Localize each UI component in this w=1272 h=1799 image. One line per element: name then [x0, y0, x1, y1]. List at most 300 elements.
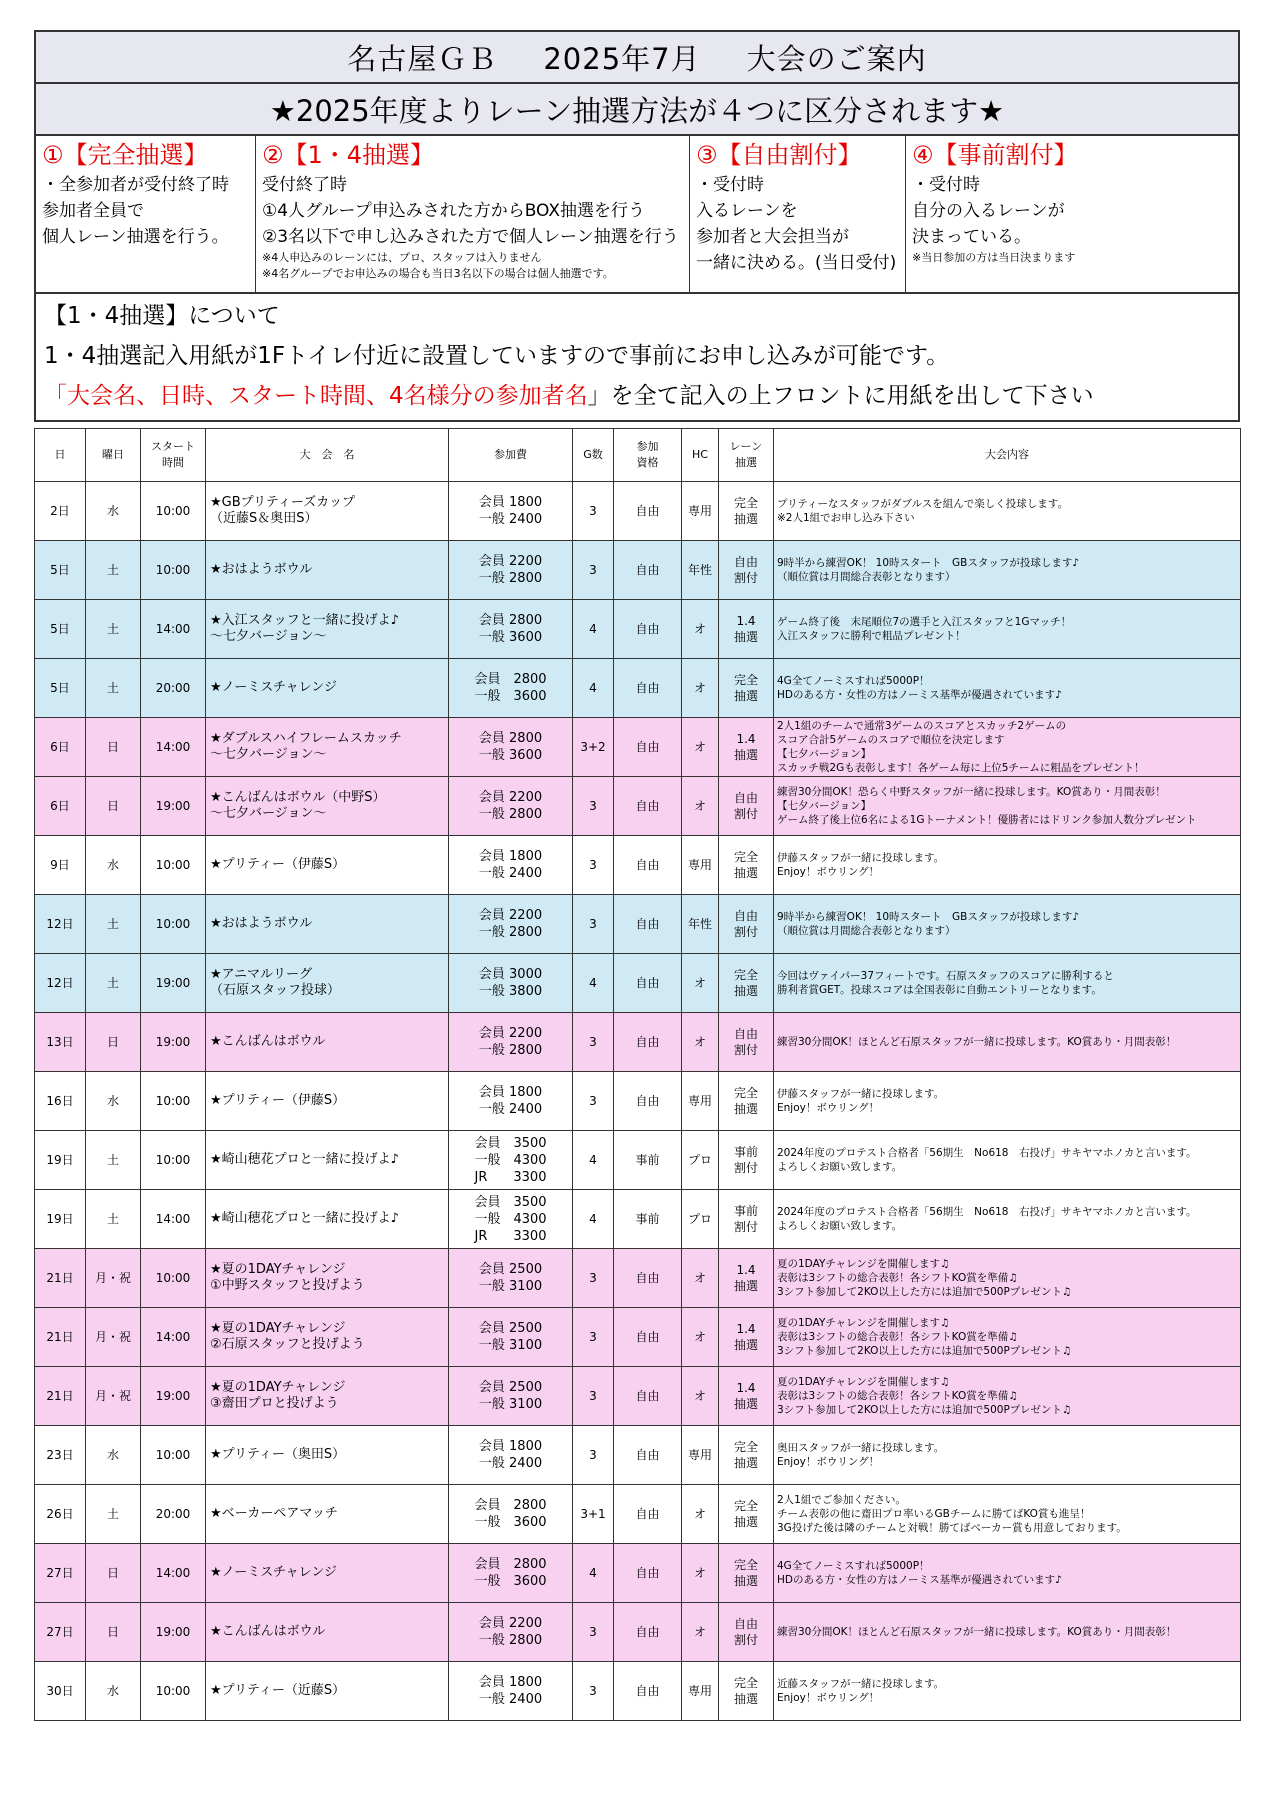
- cell-lane-draw: [719, 482, 774, 541]
- cell-hc: オ: [682, 659, 719, 718]
- content-line: 表彰は3シフトの総合表彰！各シフトKO賞を準備♫: [777, 1272, 1018, 1284]
- cell-event-name: [206, 600, 449, 659]
- lane-draw-line: 完全: [733, 1499, 758, 1513]
- content-line: よろしくお願い致します。: [777, 1220, 903, 1232]
- cell-lane-draw: [719, 718, 774, 777]
- cell-content: [774, 1308, 1241, 1367]
- fee-line: 一般 2400: [478, 866, 543, 881]
- cell-day: 19日: [35, 1190, 86, 1249]
- about-heading: 【1・4抽選】について: [44, 303, 280, 329]
- cell-hc: オ: [682, 1485, 719, 1544]
- cell-start-time: 10:00: [141, 482, 206, 541]
- lane-draw-line: 抽選: [733, 512, 758, 526]
- fee-line: 会員 1800: [478, 1675, 543, 1690]
- fee-line: 一般 2800: [478, 1043, 543, 1058]
- content-line: 4G全てノーミスすれば5000P！: [777, 1560, 930, 1572]
- content-line: 2人1組でご参加ください。: [777, 1494, 906, 1506]
- cell-qualification: 自由: [614, 1485, 682, 1544]
- cell-event-name: [206, 777, 449, 836]
- cell-hc: 専用: [682, 1072, 719, 1131]
- fee-line: 会員 2800: [474, 1498, 547, 1513]
- cell-hc: オ: [682, 600, 719, 659]
- method-note: ※4人申込みのレーンには、プロ、スタッフは入りません: [262, 251, 542, 264]
- cell-weekday: 日: [86, 718, 141, 777]
- cell-lane-draw: [719, 836, 774, 895]
- method-title: ④【事前割付】: [912, 141, 1078, 169]
- cell-qualification: 自由: [614, 659, 682, 718]
- col-fee: 参加費: [449, 429, 573, 482]
- lane-draw-line: 抽選: [733, 748, 758, 762]
- event-name-line: ★ノーミスチャレンジ: [210, 1565, 337, 1580]
- cell-start-time: 10:00: [141, 895, 206, 954]
- about-required-fields: 「大会名、日時、スタート時間、4名様分の参加者名: [44, 383, 588, 409]
- cell-event-name: [206, 1485, 449, 1544]
- table-row: [35, 1190, 1241, 1249]
- method-full-draw: [36, 136, 256, 292]
- fee-line: 一般 4300: [474, 1152, 547, 1168]
- lane-draw-line: 割付: [733, 925, 758, 939]
- lane-draw-line: 自由: [733, 791, 758, 805]
- cell-weekday: 土: [86, 600, 141, 659]
- col-start-time: スタート 時間: [141, 429, 206, 482]
- content-line: 伊藤スタッフが一緒に投球します。: [777, 852, 945, 864]
- table-row: [35, 1485, 1241, 1544]
- cell-weekday: 日: [86, 1603, 141, 1662]
- content-line: 練習30分間OK！恐らく中野スタッフが一緒に投球します。KO賞あり・月間表彰！: [777, 786, 1166, 798]
- cell-weekday: 月・祝: [86, 1249, 141, 1308]
- cell-weekday: 水: [86, 1072, 141, 1131]
- cell-event-name: [206, 1603, 449, 1662]
- content-line: スカッチ戦2Gも表彰します！各ゲーム毎に上位5チームに粗品をプレゼント！: [777, 762, 1145, 774]
- lane-draw-line: 自由: [733, 555, 758, 569]
- table-row: [35, 1013, 1241, 1072]
- lane-draw-line: 1.4: [736, 1322, 756, 1336]
- cell-weekday: 土: [86, 1485, 141, 1544]
- cell-event-name: [206, 895, 449, 954]
- col-hc: HC: [682, 429, 719, 482]
- title-month: 2025年7月: [543, 41, 701, 76]
- cell-fee: [449, 1485, 573, 1544]
- cell-start-time: 14:00: [141, 718, 206, 777]
- cell-qualification: 自由: [614, 895, 682, 954]
- cell-day: 21日: [35, 1249, 86, 1308]
- cell-weekday: 水: [86, 1426, 141, 1485]
- cell-start-time: 19:00: [141, 1603, 206, 1662]
- method-line: 受付終了時: [262, 175, 347, 195]
- cell-weekday: 土: [86, 954, 141, 1013]
- fee-line: 会員 2200: [478, 554, 543, 569]
- cell-start-time: 14:00: [141, 1190, 206, 1249]
- cell-weekday: 土: [86, 895, 141, 954]
- schedule-table: [34, 428, 1241, 1721]
- cell-lane-draw: [719, 1485, 774, 1544]
- cell-content: [774, 954, 1241, 1013]
- cell-games: 3: [573, 541, 614, 600]
- cell-lane-draw: [719, 541, 774, 600]
- cell-lane-draw: [719, 777, 774, 836]
- cell-content: [774, 1426, 1241, 1485]
- event-name-line: ★ダブルスハイフレームスカッチ: [210, 731, 402, 746]
- lane-draw-line: 割付: [733, 1220, 758, 1234]
- cell-fee: [449, 1662, 573, 1721]
- method-line: 個人レーン抽選を行う。: [42, 227, 229, 247]
- cell-day: 6日: [35, 718, 86, 777]
- event-name-line: ②石原スタッフと投げよう: [210, 1337, 365, 1352]
- event-name-line: ③齋田プロと投げよう: [210, 1396, 339, 1411]
- content-line: 伊藤スタッフが一緒に投球します。: [777, 1088, 945, 1100]
- cell-hc: オ: [682, 1013, 719, 1072]
- event-name-line: ★おはようボウル: [210, 916, 313, 931]
- cell-day: 23日: [35, 1426, 86, 1485]
- cell-day: 21日: [35, 1367, 86, 1426]
- lane-draw-line: 割付: [733, 1633, 758, 1647]
- event-name-line: ★こんばんはボウル: [210, 1034, 326, 1049]
- col-content: 大会内容: [774, 429, 1241, 482]
- cell-start-time: 19:00: [141, 777, 206, 836]
- lane-draw-line: 自由: [733, 1617, 758, 1631]
- cell-hc: 専用: [682, 1662, 719, 1721]
- cell-lane-draw: [719, 1603, 774, 1662]
- event-name-line: ★崎山穂花プロと一緒に投げよ♪: [210, 1152, 399, 1167]
- event-name-line: ★プリティー（伊藤S）: [210, 857, 346, 872]
- cell-fee: [449, 482, 573, 541]
- content-line: 近藤スタッフが一緒に投球します。: [777, 1678, 945, 1690]
- lane-draw-line: 完全: [733, 1558, 758, 1572]
- cell-games: 4: [573, 1131, 614, 1190]
- event-name-line: ★夏の1DAYチャレンジ: [210, 1321, 346, 1336]
- cell-content: [774, 1485, 1241, 1544]
- cell-hc: プロ: [682, 1131, 719, 1190]
- table-row: [35, 1367, 1241, 1426]
- cell-lane-draw: [719, 1544, 774, 1603]
- content-line: 9時半から練習OK！ 10時スタート GBスタッフが投球します♪: [777, 911, 1080, 923]
- cell-event-name: [206, 1426, 449, 1485]
- cell-content: [774, 1249, 1241, 1308]
- cell-weekday: 日: [86, 1013, 141, 1072]
- cell-games: 3: [573, 1426, 614, 1485]
- method-line: 参加者と大会担当が: [696, 227, 849, 247]
- cell-hc: オ: [682, 1308, 719, 1367]
- cell-start-time: 14:00: [141, 1544, 206, 1603]
- content-line: 表彰は3シフトの総合表彰！各シフトKO賞を準備♫: [777, 1390, 1018, 1402]
- cell-weekday: 日: [86, 777, 141, 836]
- content-line: 3G投げた後は隣のチームと対戦！勝てばベーカー賞も用意しております。: [777, 1522, 1127, 1534]
- event-name-line: ★おはようボウル: [210, 562, 313, 577]
- cell-content: [774, 836, 1241, 895]
- cell-lane-draw: [719, 1249, 774, 1308]
- fee-line: 一般 2800: [478, 925, 543, 940]
- cell-fee: [449, 718, 573, 777]
- cell-start-time: 10:00: [141, 1662, 206, 1721]
- cell-fee: [449, 1072, 573, 1131]
- content-line: 2024年度のプロテスト合格者「56期生 No618 右投げ」サキヤマホノカと言います。: [777, 1206, 1197, 1218]
- cell-hc: 年性: [682, 541, 719, 600]
- cell-lane-draw: [719, 895, 774, 954]
- fee-line: 一般 3600: [474, 1574, 547, 1589]
- cell-fee: [449, 895, 573, 954]
- content-line: 奥田スタッフが一緒に投球します。: [777, 1442, 945, 1454]
- lane-draw-line: 抽選: [733, 866, 758, 880]
- cell-games: 4: [573, 659, 614, 718]
- cell-weekday: 土: [86, 1131, 141, 1190]
- cell-lane-draw: [719, 1662, 774, 1721]
- method-free-assign: [690, 136, 906, 292]
- event-name-line: ～七夕バージョン～: [210, 747, 327, 762]
- event-name-line: ★アニマルリーグ: [210, 967, 313, 982]
- fee-line: 一般 2400: [478, 1456, 543, 1471]
- col-weekday: 曜日: [86, 429, 141, 482]
- method-note: ※4名グループでお申込みの場合も当日3名以下の場合は個人抽選です。: [262, 267, 614, 280]
- cell-weekday: 土: [86, 541, 141, 600]
- lane-draw-methods: [34, 136, 1240, 294]
- cell-hc: 専用: [682, 482, 719, 541]
- table-row: [35, 600, 1241, 659]
- content-line: Enjoy！ボウリング！: [777, 1102, 880, 1114]
- content-line: 表彰は3シフトの総合表彰！各シフトKO賞を準備♫: [777, 1331, 1018, 1343]
- fee-line: JR 3300: [474, 1228, 547, 1244]
- event-name-line: ★こんばんはボウル（中野S）: [210, 790, 386, 805]
- method-note: ※当日参加の方は当日決まります: [912, 251, 1076, 264]
- cell-content: [774, 1072, 1241, 1131]
- cell-hc: オ: [682, 777, 719, 836]
- table-row: [35, 954, 1241, 1013]
- cell-fee: [449, 1367, 573, 1426]
- method-title: ③【自由割付】: [696, 141, 862, 169]
- cell-weekday: 水: [86, 1662, 141, 1721]
- cell-day: 19日: [35, 1131, 86, 1190]
- fee-line: 一般 2800: [478, 571, 543, 586]
- fee-line: 一般 2400: [478, 512, 543, 527]
- lane-draw-line: 抽選: [733, 1102, 758, 1116]
- col-event-name: 大 会 名: [206, 429, 449, 482]
- table-row: [35, 1131, 1241, 1190]
- content-line: （順位賞は月間総合表彰となります）: [777, 571, 956, 583]
- content-line: HDのある方・女性の方はノーミス基準が優遇されています♪: [777, 689, 1062, 701]
- content-line: 3シフト参加して2KO以上した方には追加で500Pプレゼント♫: [777, 1286, 1072, 1298]
- event-name-line: ★夏の1DAYチャレンジ: [210, 1380, 346, 1395]
- table-row: [35, 1544, 1241, 1603]
- table-row: [35, 659, 1241, 718]
- content-line: 今回はヴァイパー37フィートです。石原スタッフのスコアに勝利すると: [777, 970, 1114, 982]
- fee-line: 会員 1800: [478, 1439, 543, 1454]
- cell-fee: [449, 600, 573, 659]
- cell-qualification: 自由: [614, 954, 682, 1013]
- lane-draw-line: 完全: [733, 850, 758, 864]
- cell-qualification: 自由: [614, 1544, 682, 1603]
- subtitle-banner: ★2025年度よりレーン抽選方法が４つに区分されます★: [34, 84, 1240, 136]
- lane-draw-line: 完全: [733, 1676, 758, 1690]
- fee-line: 会員 2800: [478, 731, 543, 746]
- fee-line: 会員 2800: [474, 672, 547, 687]
- cell-content: [774, 1367, 1241, 1426]
- content-line: 入江スタッフに勝利で粗品プレゼント！: [777, 630, 966, 642]
- cell-event-name: [206, 1249, 449, 1308]
- method-line: ・受付時: [912, 175, 980, 195]
- lane-draw-line: 割付: [733, 1161, 758, 1175]
- method-line: 自分の入るレーンが: [912, 201, 1065, 221]
- fee-line: 一般 3600: [474, 1515, 547, 1530]
- fee-line: 一般 3100: [478, 1397, 543, 1412]
- cell-lane-draw: [719, 1308, 774, 1367]
- content-line: 4G全てノーミスすれば5000P！: [777, 675, 930, 687]
- content-line: 3シフト参加して2KO以上した方には追加で500Pプレゼント♫: [777, 1404, 1072, 1416]
- fee-line: 会員 2800: [474, 1557, 547, 1572]
- event-name-line: ★GBプリティーズカップ: [210, 495, 356, 510]
- content-line: 夏の1DAYチャレンジを開催します♫: [777, 1376, 950, 1388]
- lane-draw-line: 抽選: [733, 1574, 758, 1588]
- cell-day: 12日: [35, 954, 86, 1013]
- event-name-line: ①中野スタッフと投げよう: [210, 1278, 365, 1293]
- cell-games: 4: [573, 1544, 614, 1603]
- cell-lane-draw: [719, 1013, 774, 1072]
- fee-line: 一般 3100: [478, 1279, 543, 1294]
- lane-draw-line: 完全: [733, 496, 758, 510]
- event-name-line: ★こんばんはボウル: [210, 1624, 326, 1639]
- cell-lane-draw: [719, 954, 774, 1013]
- table-row: [35, 1308, 1241, 1367]
- lane-draw-line: 自由: [733, 1027, 758, 1041]
- cell-games: 3: [573, 1072, 614, 1131]
- cell-games: 3+2: [573, 718, 614, 777]
- cell-start-time: 20:00: [141, 1485, 206, 1544]
- event-name-line: ★入江スタッフと一緒に投げよ♪: [210, 613, 399, 628]
- table-row: [35, 1662, 1241, 1721]
- cell-start-time: 10:00: [141, 1249, 206, 1308]
- lane-draw-line: 抽選: [733, 984, 758, 998]
- content-line: スコア合計5ゲームのスコアで順位を決定します: [777, 734, 1005, 746]
- cell-event-name: [206, 1662, 449, 1721]
- fee-line: 一般 4300: [474, 1211, 547, 1227]
- cell-games: 3: [573, 1249, 614, 1308]
- method-line: ①4人グループ申込みされた方からBOX抽選を行う: [262, 201, 645, 221]
- cell-qualification: 自由: [614, 1249, 682, 1308]
- cell-start-time: 19:00: [141, 954, 206, 1013]
- content-line: ゲーム終了後上位6名による1Gトーナメント！優勝者にはドリンク参加人数分プレゼント: [777, 814, 1197, 826]
- cell-qualification: 事前: [614, 1131, 682, 1190]
- cell-games: 3: [573, 482, 614, 541]
- lane-draw-line: 事前: [733, 1145, 758, 1159]
- cell-event-name: [206, 482, 449, 541]
- cell-day: 5日: [35, 659, 86, 718]
- method-line: ・受付時: [696, 175, 764, 195]
- cell-qualification: 自由: [614, 836, 682, 895]
- lane-draw-line: 割付: [733, 571, 758, 585]
- cell-lane-draw: [719, 1426, 774, 1485]
- col-day: 日: [35, 429, 86, 482]
- cell-event-name: [206, 1367, 449, 1426]
- col-lane-draw: レーン 抽選: [719, 429, 774, 482]
- content-line: 【七夕バージョン】: [777, 800, 872, 812]
- cell-fee: [449, 1249, 573, 1308]
- content-line: 【七夕バージョン】: [777, 748, 872, 760]
- cell-hc: 年性: [682, 895, 719, 954]
- cell-fee: [449, 1426, 573, 1485]
- cell-start-time: 20:00: [141, 659, 206, 718]
- tournament-sheet: [34, 30, 1240, 1721]
- cell-hc: オ: [682, 1603, 719, 1662]
- event-name-line: ★崎山穂花プロと一緒に投げよ♪: [210, 1211, 399, 1226]
- cell-event-name: [206, 1190, 449, 1249]
- cell-start-time: 14:00: [141, 600, 206, 659]
- cell-games: 3: [573, 895, 614, 954]
- cell-games: 3+1: [573, 1485, 614, 1544]
- lane-draw-line: 抽選: [733, 630, 758, 644]
- cell-start-time: 10:00: [141, 541, 206, 600]
- content-line: 2人1組のチームで通常3ゲームのスコアとスカッチ2ゲームの: [777, 720, 1067, 732]
- table-row: [35, 1426, 1241, 1485]
- lane-draw-line: 抽選: [733, 1456, 758, 1470]
- cell-lane-draw: [719, 1131, 774, 1190]
- cell-content: [774, 482, 1241, 541]
- fee-line: 一般 2400: [478, 1102, 543, 1117]
- fee-line: 会員 1800: [478, 495, 543, 510]
- cell-day: 21日: [35, 1308, 86, 1367]
- fee-line: 一般 3800: [478, 984, 543, 999]
- fee-line: 一般 2400: [478, 1692, 543, 1707]
- cell-event-name: [206, 1544, 449, 1603]
- cell-lane-draw: [719, 1367, 774, 1426]
- cell-content: [774, 659, 1241, 718]
- cell-qualification: 自由: [614, 718, 682, 777]
- fee-line: 一般 3600: [478, 630, 543, 645]
- content-line: 夏の1DAYチャレンジを開催します♫: [777, 1317, 950, 1329]
- content-line: Enjoy！ボウリング！: [777, 1456, 880, 1468]
- cell-qualification: 事前: [614, 1190, 682, 1249]
- cell-content: [774, 541, 1241, 600]
- cell-fee: [449, 1131, 573, 1190]
- fee-line: 一般 3600: [478, 748, 543, 763]
- cell-day: 27日: [35, 1544, 86, 1603]
- about-form-location: 1・4抽選記入用紙が1Fトイレ付近に設置していますので事前にお申し込みが可能です。: [44, 343, 950, 369]
- fee-line: 一般 3600: [474, 689, 547, 704]
- cell-games: 3: [573, 836, 614, 895]
- cell-weekday: 土: [86, 659, 141, 718]
- content-line: ※2人1組でお申し込み下さい: [777, 512, 915, 524]
- content-line: 3シフト参加して2KO以上した方には追加で500Pプレゼント♫: [777, 1345, 1072, 1357]
- lane-draw-line: 1.4: [736, 1263, 756, 1277]
- cell-content: [774, 1544, 1241, 1603]
- cell-event-name: [206, 541, 449, 600]
- content-line: チーム表彰の他に齋田プロ率いるGBチームに勝てばKO賞も進呈！: [777, 1508, 1091, 1520]
- fee-line: 会員 3000: [478, 967, 543, 982]
- event-name-line: ★プリティー（近藤S）: [210, 1683, 346, 1698]
- cell-event-name: [206, 1013, 449, 1072]
- cell-day: 6日: [35, 777, 86, 836]
- fee-line: 会員 1800: [478, 849, 543, 864]
- fee-line: 一般 3100: [478, 1338, 543, 1353]
- lane-draw-line: 抽選: [733, 1515, 758, 1529]
- cell-lane-draw: [719, 1190, 774, 1249]
- cell-fee: [449, 659, 573, 718]
- cell-start-time: 10:00: [141, 836, 206, 895]
- event-name-line: ★プリティー（奥田S）: [210, 1447, 346, 1462]
- cell-weekday: 月・祝: [86, 1367, 141, 1426]
- event-name-line: （近藤S＆奥田S）: [210, 511, 318, 526]
- cell-content: [774, 895, 1241, 954]
- cell-day: 26日: [35, 1485, 86, 1544]
- cell-qualification: 自由: [614, 1662, 682, 1721]
- fee-line: 会員 2200: [478, 790, 543, 805]
- table-row: [35, 718, 1241, 777]
- cell-qualification: 自由: [614, 1308, 682, 1367]
- method-line: 入るレーンを: [696, 201, 798, 221]
- cell-content: [774, 1131, 1241, 1190]
- cell-fee: [449, 1603, 573, 1662]
- cell-day: 13日: [35, 1013, 86, 1072]
- cell-qualification: 自由: [614, 1603, 682, 1662]
- fee-line: 会員 2500: [478, 1262, 543, 1277]
- cell-hc: 専用: [682, 836, 719, 895]
